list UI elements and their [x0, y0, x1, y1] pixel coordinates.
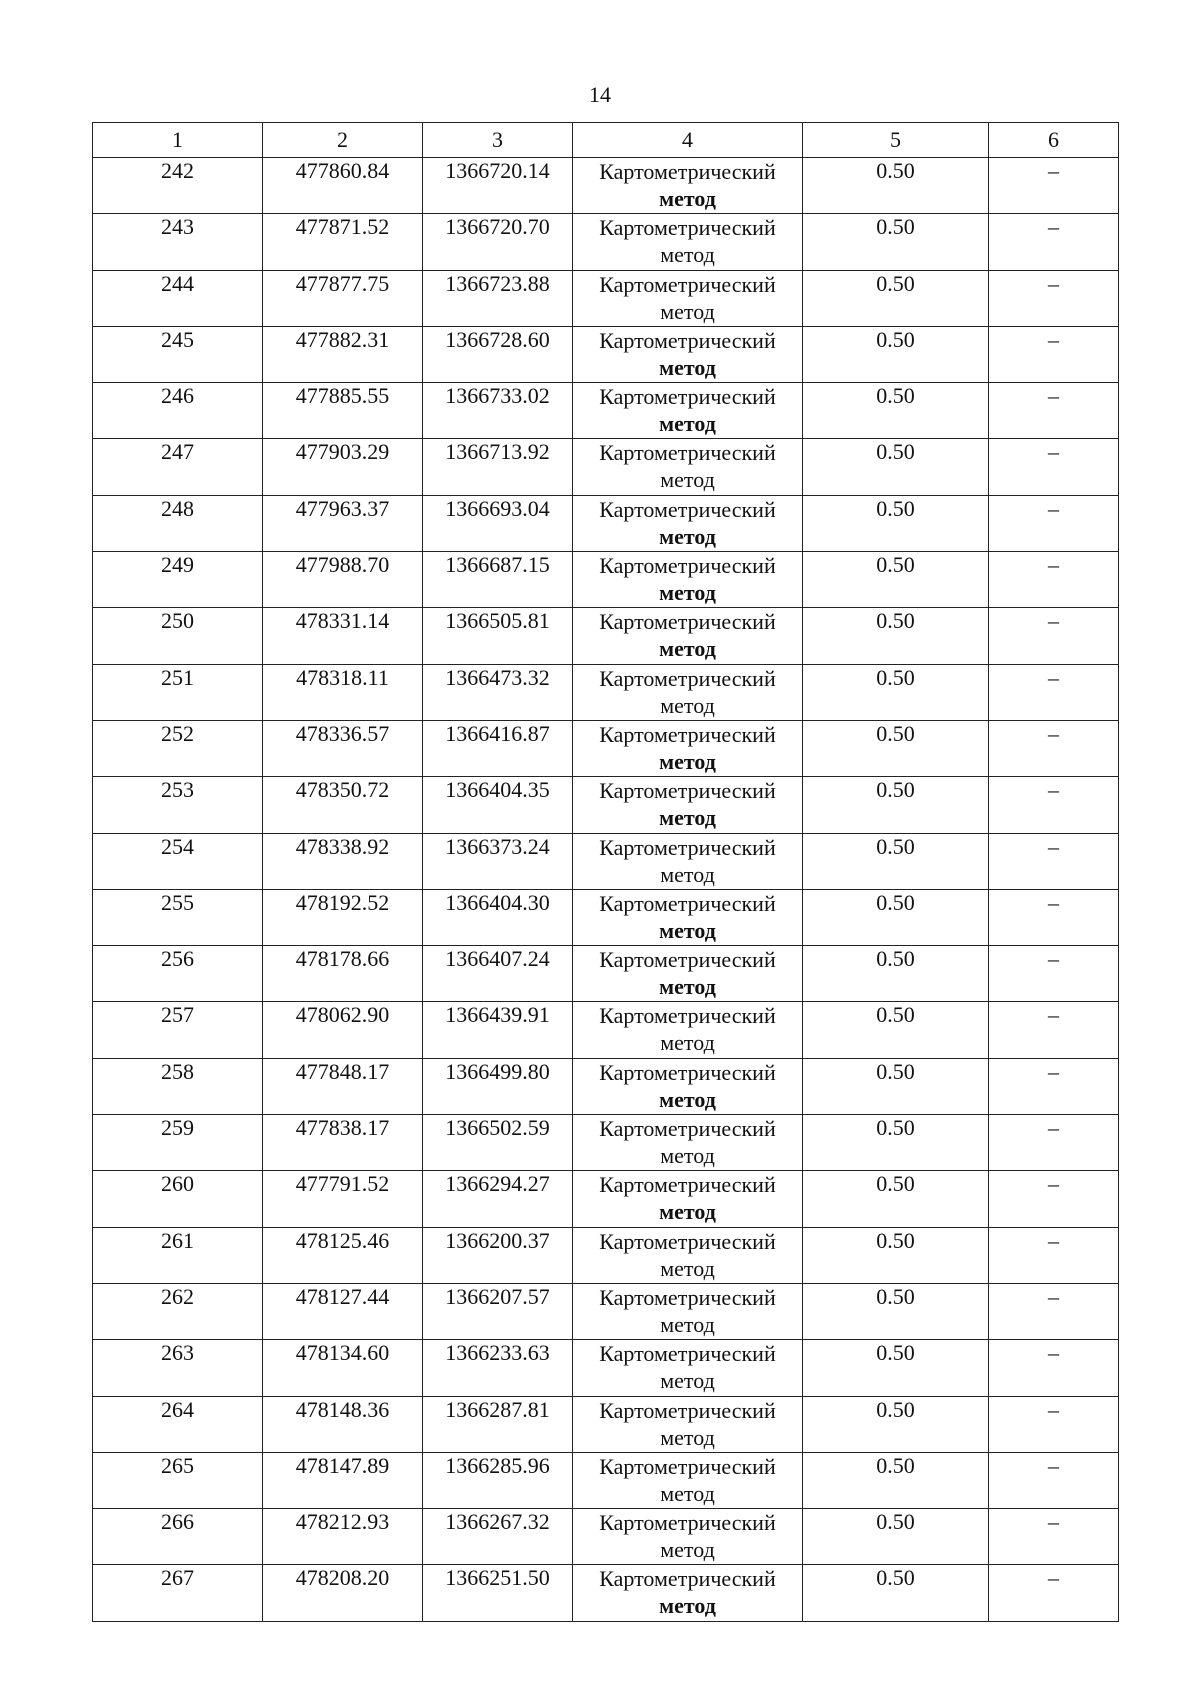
table-row: [93, 1283, 1119, 1339]
method-cell: [573, 1340, 803, 1396]
method-cell: [573, 552, 803, 608]
method-line-1: Картометрический: [599, 1116, 776, 1142]
method-line-2: метод: [659, 1086, 716, 1112]
coordinate-x: 478127.44: [263, 1283, 423, 1339]
point-number: 253: [93, 777, 263, 833]
coordinate-y: 1366404.35: [423, 777, 573, 833]
accuracy-value: 0.50: [803, 1452, 989, 1508]
coordinate-x: 478350.72: [263, 777, 423, 833]
point-number: 260: [93, 1171, 263, 1227]
point-number: 249: [93, 552, 263, 608]
method-cell: [573, 439, 803, 495]
column-6-value: –: [989, 1340, 1119, 1396]
coordinate-y: 1366200.37: [423, 1227, 573, 1283]
method-cell: [573, 1283, 803, 1339]
page-number: 14: [589, 82, 611, 107]
point-number: 265: [93, 1452, 263, 1508]
coordinate-y: 1366404.30: [423, 889, 573, 945]
method-line-1: Картометрический: [599, 947, 776, 973]
column-header-2: 2: [263, 123, 423, 158]
accuracy-value: 0.50: [803, 720, 989, 776]
column-6-value: –: [989, 383, 1119, 439]
coordinates-table: [92, 122, 1119, 1622]
accuracy-value: 0.50: [803, 608, 989, 664]
method-line-2: метод: [660, 1424, 715, 1450]
column-6-value: –: [989, 270, 1119, 326]
coordinate-y: 1366407.24: [423, 946, 573, 1002]
method-line-1: Картометрический: [599, 271, 776, 297]
method-line-1: Картометрический: [599, 1510, 776, 1536]
method-cell: [573, 777, 803, 833]
point-number: 250: [93, 608, 263, 664]
method-line-2: метод: [659, 580, 716, 606]
coordinate-x: 477885.55: [263, 383, 423, 439]
coordinate-x: 478212.93: [263, 1509, 423, 1565]
coordinate-x: 478331.14: [263, 608, 423, 664]
coordinate-x: 477871.52: [263, 214, 423, 270]
table-row: [93, 439, 1119, 495]
coordinate-x: 478178.66: [263, 946, 423, 1002]
point-number: 254: [93, 833, 263, 889]
point-number: 258: [93, 1058, 263, 1114]
method-cell: [573, 833, 803, 889]
column-6-value: –: [989, 439, 1119, 495]
method-cell: [573, 1227, 803, 1283]
method-line-1: Картометрический: [599, 609, 776, 635]
table-row: [93, 1509, 1119, 1565]
point-number: 245: [93, 326, 263, 382]
method-line-1: Картометрический: [599, 890, 776, 916]
method-line-1: Картометрический: [599, 440, 776, 466]
coordinate-y: 1366267.32: [423, 1509, 573, 1565]
coordinate-x: 477963.37: [263, 495, 423, 551]
column-6-value: –: [989, 720, 1119, 776]
accuracy-value: 0.50: [803, 889, 989, 945]
coordinate-y: 1366693.04: [423, 495, 573, 551]
column-6-value: –: [989, 664, 1119, 720]
table-row: [93, 777, 1119, 833]
column-6-value: –: [989, 1227, 1119, 1283]
accuracy-value: 0.50: [803, 552, 989, 608]
point-number: 261: [93, 1227, 263, 1283]
method-line-2: метод: [660, 1030, 715, 1056]
table-row: [93, 608, 1119, 664]
column-6-value: –: [989, 1565, 1119, 1621]
coordinate-y: 1366251.50: [423, 1565, 573, 1621]
coordinate-x: 477882.31: [263, 326, 423, 382]
method-line-2: метод: [659, 917, 716, 943]
table-row: [93, 889, 1119, 945]
method-cell: [573, 1452, 803, 1508]
accuracy-value: 0.50: [803, 664, 989, 720]
method-line-1: Картометрический: [599, 1172, 776, 1198]
method-line-2: метод: [660, 1480, 715, 1506]
table-row: [93, 1115, 1119, 1171]
column-header-4: 4: [573, 123, 803, 158]
table-row: [93, 664, 1119, 720]
coordinate-x: 478192.52: [263, 889, 423, 945]
method-line-1: Картометрический: [599, 215, 776, 241]
accuracy-value: 0.50: [803, 270, 989, 326]
column-6-value: –: [989, 1002, 1119, 1058]
point-number: 243: [93, 214, 263, 270]
method-cell: [573, 270, 803, 326]
method-cell: [573, 383, 803, 439]
table-row: [93, 833, 1119, 889]
method-cell: [573, 946, 803, 1002]
coordinate-x: 478147.89: [263, 1452, 423, 1508]
accuracy-value: 0.50: [803, 1340, 989, 1396]
column-6-value: –: [989, 214, 1119, 270]
accuracy-value: 0.50: [803, 326, 989, 382]
coordinate-x: 477848.17: [263, 1058, 423, 1114]
coordinate-y: 1366416.87: [423, 720, 573, 776]
table-row: [93, 495, 1119, 551]
column-6-value: –: [989, 1452, 1119, 1508]
column-6-value: –: [989, 1283, 1119, 1339]
table-row: [93, 383, 1119, 439]
accuracy-value: 0.50: [803, 1171, 989, 1227]
point-number: 263: [93, 1340, 263, 1396]
coordinate-x: 478062.90: [263, 1002, 423, 1058]
table-row: [93, 270, 1119, 326]
coordinate-x: 477791.52: [263, 1171, 423, 1227]
method-cell: [573, 1171, 803, 1227]
point-number: 262: [93, 1283, 263, 1339]
coordinate-y: 1366728.60: [423, 326, 573, 382]
method-cell: [573, 158, 803, 214]
column-header-1: 1: [93, 123, 263, 158]
accuracy-value: 0.50: [803, 214, 989, 270]
method-cell: [573, 1509, 803, 1565]
method-line-1: Картометрический: [599, 834, 776, 860]
table-row: [93, 1171, 1119, 1227]
method-cell: [573, 664, 803, 720]
column-header-6: 6: [989, 123, 1119, 158]
accuracy-value: 0.50: [803, 1115, 989, 1171]
coordinate-x: 477903.29: [263, 439, 423, 495]
method-cell: [573, 1115, 803, 1171]
point-number: 242: [93, 158, 263, 214]
method-line-2: метод: [660, 1255, 715, 1281]
column-6-value: –: [989, 608, 1119, 664]
point-number: 251: [93, 664, 263, 720]
coordinate-y: 1366720.70: [423, 214, 573, 270]
accuracy-value: 0.50: [803, 1565, 989, 1621]
coordinate-y: 1366287.81: [423, 1396, 573, 1452]
column-6-value: –: [989, 158, 1119, 214]
method-line-1: Картометрический: [599, 665, 776, 691]
accuracy-value: 0.50: [803, 439, 989, 495]
coordinate-y: 1366473.32: [423, 664, 573, 720]
method-cell: [573, 608, 803, 664]
coordinate-x: 478338.92: [263, 833, 423, 889]
method-line-2: метод: [659, 411, 716, 437]
column-6-value: –: [989, 1396, 1119, 1452]
table-row: [93, 158, 1119, 214]
method-line-1: Картометрический: [599, 1453, 776, 1479]
method-cell: [573, 720, 803, 776]
accuracy-value: 0.50: [803, 1058, 989, 1114]
column-6-value: –: [989, 946, 1119, 1002]
table-body: [93, 158, 1119, 1622]
method-line-2: метод: [660, 1143, 715, 1169]
table-row: [93, 214, 1119, 270]
coordinate-x: 477860.84: [263, 158, 423, 214]
table-row: [93, 1340, 1119, 1396]
method-line-1: Картометрический: [599, 327, 776, 353]
column-6-value: –: [989, 1115, 1119, 1171]
table-row: [93, 946, 1119, 1002]
point-number: 246: [93, 383, 263, 439]
table-row: [93, 1002, 1119, 1058]
coordinate-x: 478208.20: [263, 1565, 423, 1621]
coordinate-x: 477838.17: [263, 1115, 423, 1171]
table-header-row: [93, 123, 1119, 158]
column-header-5: 5: [803, 123, 989, 158]
method-line-2: метод: [660, 692, 715, 718]
method-cell: [573, 1396, 803, 1452]
coordinate-x: 477988.70: [263, 552, 423, 608]
method-line-1: Картометрический: [599, 1397, 776, 1423]
method-line-1: Картометрический: [599, 1566, 776, 1592]
method-line-2: метод: [660, 467, 715, 493]
accuracy-value: 0.50: [803, 383, 989, 439]
method-line-1: Картометрический: [599, 1341, 776, 1367]
table-row: [93, 1227, 1119, 1283]
point-number: 259: [93, 1115, 263, 1171]
accuracy-value: 0.50: [803, 1002, 989, 1058]
accuracy-value: 0.50: [803, 1283, 989, 1339]
point-number: 266: [93, 1509, 263, 1565]
table-row: [93, 1565, 1119, 1621]
column-6-value: –: [989, 777, 1119, 833]
coordinate-x: 478134.60: [263, 1340, 423, 1396]
coordinate-y: 1366373.24: [423, 833, 573, 889]
method-line-1: Картометрический: [599, 721, 776, 747]
method-line-2: метод: [659, 523, 716, 549]
method-line-1: Картометрический: [599, 384, 776, 410]
method-line-1: Картометрический: [599, 1284, 776, 1310]
coordinate-x: 478336.57: [263, 720, 423, 776]
table-row: [93, 552, 1119, 608]
coordinate-y: 1366502.59: [423, 1115, 573, 1171]
method-line-1: Картометрический: [599, 496, 776, 522]
column-6-value: –: [989, 326, 1119, 382]
column-6-value: –: [989, 1171, 1119, 1227]
method-cell: [573, 1565, 803, 1621]
method-line-2: метод: [660, 1368, 715, 1394]
method-line-2: метод: [660, 1537, 715, 1563]
coordinate-y: 1366687.15: [423, 552, 573, 608]
accuracy-value: 0.50: [803, 946, 989, 1002]
coordinate-x: 478148.36: [263, 1396, 423, 1452]
method-cell: [573, 326, 803, 382]
accuracy-value: 0.50: [803, 1509, 989, 1565]
coordinate-y: 1366207.57: [423, 1283, 573, 1339]
column-6-value: –: [989, 495, 1119, 551]
coordinate-y: 1366713.92: [423, 439, 573, 495]
method-line-2: метод: [660, 298, 715, 324]
accuracy-value: 0.50: [803, 1396, 989, 1452]
method-cell: [573, 889, 803, 945]
method-cell: [573, 495, 803, 551]
coordinate-y: 1366505.81: [423, 608, 573, 664]
method-line-2: метод: [660, 861, 715, 887]
point-number: 244: [93, 270, 263, 326]
coordinate-y: 1366439.91: [423, 1002, 573, 1058]
method-line-2: метод: [659, 1199, 716, 1225]
coordinate-y: 1366233.63: [423, 1340, 573, 1396]
table-row: [93, 1058, 1119, 1114]
point-number: 247: [93, 439, 263, 495]
coordinate-y: 1366294.27: [423, 1171, 573, 1227]
method-line-2: метод: [659, 748, 716, 774]
method-line-2: метод: [659, 186, 716, 211]
method-line-1: Картометрический: [599, 1228, 776, 1254]
method-line-1: Картометрический: [599, 1003, 776, 1029]
accuracy-value: 0.50: [803, 777, 989, 833]
point-number: 257: [93, 1002, 263, 1058]
method-line-2: метод: [659, 636, 716, 662]
point-number: 256: [93, 946, 263, 1002]
column-6-value: –: [989, 552, 1119, 608]
coordinate-y: 1366285.96: [423, 1452, 573, 1508]
point-number: 264: [93, 1396, 263, 1452]
coordinate-x: 478125.46: [263, 1227, 423, 1283]
method-line-1: Картометрический: [599, 159, 776, 184]
column-6-value: –: [989, 1509, 1119, 1565]
coordinate-y: 1366720.14: [423, 158, 573, 214]
method-cell: [573, 1058, 803, 1114]
method-cell: [573, 1002, 803, 1058]
accuracy-value: 0.50: [803, 495, 989, 551]
method-line-1: Картометрический: [599, 778, 776, 804]
coordinate-x: 477877.75: [263, 270, 423, 326]
table-row: [93, 720, 1119, 776]
coordinate-y: 1366499.80: [423, 1058, 573, 1114]
method-line-2: метод: [659, 1593, 716, 1619]
method-line-1: Картометрический: [599, 553, 776, 579]
method-line-2: метод: [659, 805, 716, 831]
table-row: [93, 1452, 1119, 1508]
column-header-3: 3: [423, 123, 573, 158]
method-line-2: метод: [659, 974, 716, 1000]
method-line-2: метод: [660, 242, 715, 268]
table-row: [93, 1396, 1119, 1452]
accuracy-value: 0.50: [803, 158, 989, 214]
method-line-2: метод: [659, 354, 716, 380]
point-number: 248: [93, 495, 263, 551]
coordinate-x: 478318.11: [263, 664, 423, 720]
method-cell: [573, 214, 803, 270]
coordinate-y: 1366723.88: [423, 270, 573, 326]
column-6-value: –: [989, 1058, 1119, 1114]
column-6-value: –: [989, 889, 1119, 945]
accuracy-value: 0.50: [803, 1227, 989, 1283]
point-number: 267: [93, 1565, 263, 1621]
method-line-1: Картометрический: [599, 1059, 776, 1085]
method-line-2: метод: [660, 1311, 715, 1337]
table-row: [93, 326, 1119, 382]
point-number: 255: [93, 889, 263, 945]
point-number: 252: [93, 720, 263, 776]
coordinate-y: 1366733.02: [423, 383, 573, 439]
column-6-value: –: [989, 833, 1119, 889]
accuracy-value: 0.50: [803, 833, 989, 889]
